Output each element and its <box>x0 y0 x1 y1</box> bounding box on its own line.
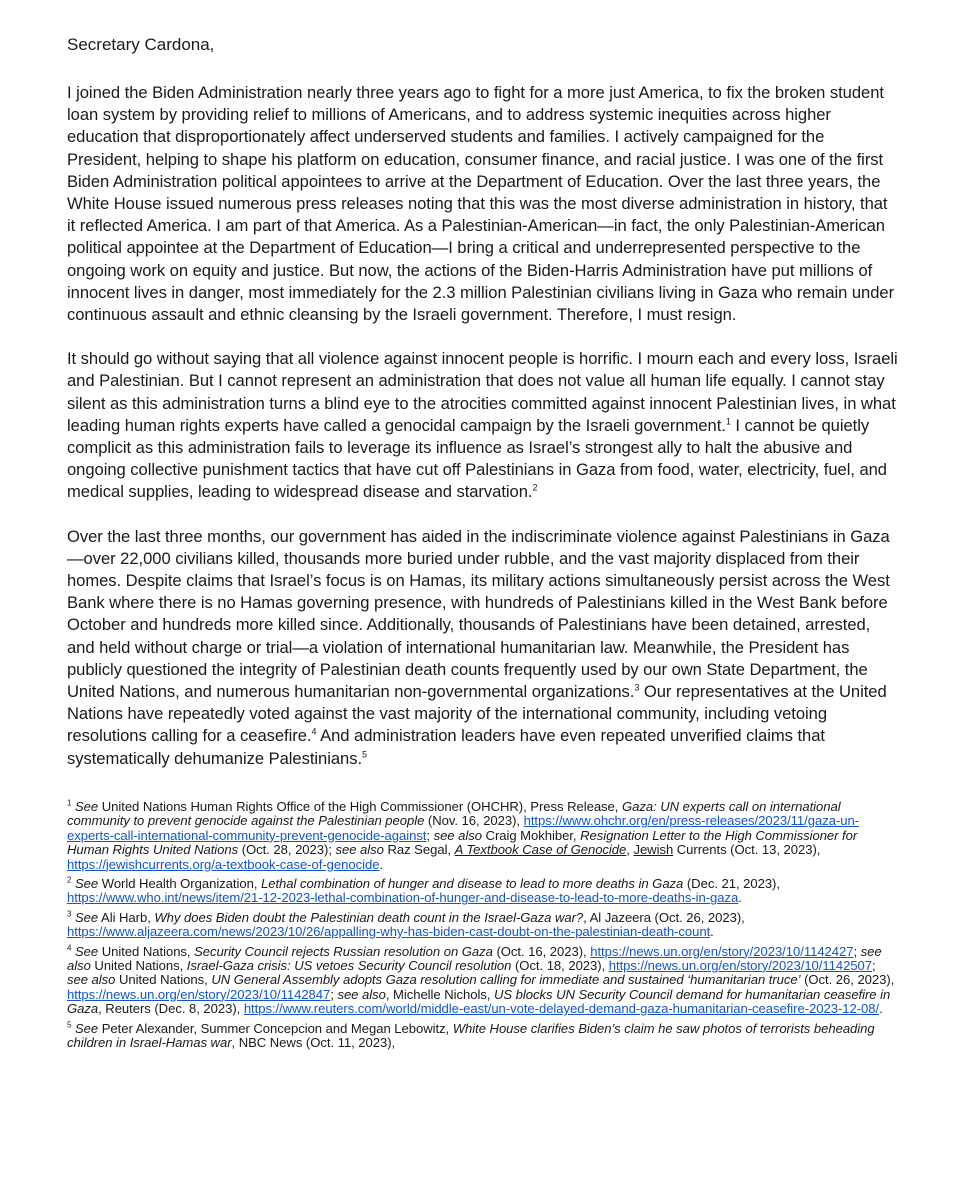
footnote-link[interactable]: https://www.aljazeera.com/news/2023/10/26/appalling-why-has-biden-cast-doubt-on-the-palestinian-death-count <box>67 924 711 940</box>
footnote-text: Jewish <box>633 842 674 858</box>
footnote-number: 1 <box>67 798 72 808</box>
footnote-2 <box>67 877 900 906</box>
salutation: Secretary Cardona, <box>67 35 215 54</box>
footnote-text: , <box>626 842 634 858</box>
footnote-text: Ali Harb, <box>98 909 155 925</box>
source-title: Gaza: UN experts call on international community to prevent genocide against the Palestinian people <box>67 798 841 829</box>
footnote-ref-4[interactable]: 4 <box>311 726 317 737</box>
footnote-text: (Oct. 16, 2023), <box>492 943 591 959</box>
footnote-ref-3[interactable]: 3 <box>634 682 640 693</box>
paragraph-3-text-b: Our representatives at the United Nations have repeatedly voted against the vast majority of the international community, including vetoing resolutions calling for a ceasefire. <box>67 682 887 746</box>
footnote-text: Craig Mokhiber, <box>481 827 581 843</box>
source-title: Israel-Gaza crisis: US vetoes Security Council resolution <box>186 957 512 973</box>
footnote-text: ; <box>330 986 338 1002</box>
signal-see-also: see also <box>337 986 386 1002</box>
signal-see-also: see also <box>67 972 116 988</box>
footnote-number: 3 <box>67 909 72 919</box>
paragraph-2 <box>67 348 900 503</box>
signal-see-also: see also <box>335 842 384 858</box>
source-title: Resignation Letter to the High Commissioner for Human Rights United Nations <box>67 827 858 858</box>
paragraph-3-text-c: And administration leaders have even repeated unverified claims that systematically dehumanize Palestinians. <box>67 726 825 768</box>
footnote-link[interactable]: https://www.ohchr.org/en/press-releases/2023/11/gaza-un-experts-call-international-community-prevent-genocide-against <box>67 813 860 843</box>
footnote-text: , NBC News (Oct. 11, 2023), <box>231 1034 396 1050</box>
paragraph-3 <box>67 526 900 770</box>
paragraph-2-text-b: I cannot be quietly complicit as this administration fails to leverage its influence as Israel’s strongest ally to halt the abusive and ongoing collective punishment tactics that have cut off Palestinians in Gaza from food, water, electricity, fuel, and medical supplies, leading to widespread disease and starvation. <box>67 415 887 502</box>
paragraph-1-text: I joined the Biden Administration nearly three years ago to fight for a more just America, to fix the broken student loan system by providing relief to millions of Americans, and to address systemic inequities across higher education that disproportionately affect underserved students and families. I actively campaigned for the President, helping to shape his platform on education, consumer finance, and racial justice. I was one of the first Biden Administration political appointees to arrive at the Department of Education. Over the last three years, the White House issued numerous press releases noting that this was the most diverse administration in history, that it reflected America. I am part of that America. As a Palestinian-American—in fact, the only Palestinian-American political appointee at the Department of Education—I bring a critical and underrepresented perspective to the ongoing work on equity and justice. But now, the actions of the Biden-Harris Administration have put millions of innocent lives in danger, most immediately for the 2.3 million Palestinian civilians living in Gaza who remain under continuous assault and ethnic cleansing by the Israeli government. Therefore, I must resign. <box>67 83 895 325</box>
footnote-1 <box>67 800 900 872</box>
footnote-text: . <box>710 924 714 940</box>
footnote-link[interactable]: https://jewishcurrents.org/a-textbook-case-of-genocide <box>67 856 380 872</box>
footnote-text: . <box>738 890 742 906</box>
footnote-text: . <box>879 1001 883 1017</box>
signal-see: See <box>75 909 99 925</box>
footnote-text: ; <box>426 827 434 843</box>
paragraph-3-text-a: Over the last three months, our government has aided in the indiscriminate violence against Palestinians in Gaza—over 22,000 civilians killed, thousands more buried under rubble, and the vast majority displaced from their homes. Despite claims that Israel’s focus is on Hamas, its military actions simultaneously persist across the West Bank where there is no Hamas governing presence, with hundreds of Palestinians killed in the West Bank before October and hundreds more killed since. Additionally, thousands of Palestinians have been detained, arrested, and held without charge or trial—a violation of international humanitarian law. Meanwhile, the President has publicly questioned the integrity of Palestinian death counts frequently used by our own State Department, the United Nations, and numerous humanitarian non-governmental organizations. <box>67 526 890 702</box>
source-title: A Textbook Case of Genocide <box>454 842 627 858</box>
footnote-text: (Oct. 26, 2023), <box>800 972 895 988</box>
paragraph-2-text-a: It should go without saying that all violence against innocent people is horrific. I mourn each and every loss, Israeli and Palestinian. But I cannot represent an administration that does not value all human life equally. I cannot stay silent as this administration turns a blind eye to the atrocities committed against innocent Palestinian lives, in what leading human rights experts have called a genocidal campaign by the Israeli government. <box>67 349 898 435</box>
signal-see: See <box>75 943 99 959</box>
paragraph-1 <box>67 82 900 326</box>
footnote-number: 2 <box>67 875 72 885</box>
footnote-text: , Reuters (Dec. 8, 2023), <box>98 1001 244 1017</box>
footnote-text: United Nations Human Rights Office of the High Commissioner (OHCHR), Press Release, <box>98 798 622 814</box>
footnote-text: United Nations, <box>115 972 212 988</box>
source-title: Lethal combination of hunger and disease to lead to more deaths in Gaza <box>261 875 684 891</box>
footnote-number: 4 <box>67 943 72 953</box>
source-title: UN General Assembly adopts Gaza resolution calling for immediate and sustained ‘humanitarian truce’ <box>211 972 801 988</box>
footnote-link[interactable]: https://www.reuters.com/world/middle-east/un-vote-delayed-demand-gaza-humanitarian-ceasefire-2023-12-08/ <box>243 1001 880 1017</box>
source-title: White House clarifies Biden’s claim he saw photos of terrorists beheading children in Israel-Hamas war <box>67 1020 875 1050</box>
footnote-text: (Oct. 18, 2023), <box>511 957 609 973</box>
source-title: Why does Biden doubt the Palestinian death count in the Israel-Gaza war? <box>154 909 584 925</box>
signal-see: See <box>75 875 99 891</box>
signal-see-also: see also <box>433 827 482 843</box>
footnote-text: United Nations, <box>90 957 187 973</box>
footnote-link[interactable]: https://news.un.org/en/story/2023/10/1142847 <box>67 986 331 1002</box>
footnote-text: ; <box>872 957 876 973</box>
footnote-3 <box>67 911 900 940</box>
footnote-ref-1[interactable]: 1 <box>725 416 731 427</box>
footnote-text: ; <box>853 943 861 959</box>
footnote-text: (Oct. 28, 2023); <box>238 842 336 858</box>
footnote-text: United Nations, <box>98 943 195 959</box>
footnote-link[interactable]: https://www.who.int/news/item/21-12-2023-lethal-combination-of-hunger-and-disease-to-lead-to-more-deaths-in-gaza <box>67 890 739 906</box>
footnote-text: Raz Segal, <box>383 842 455 858</box>
footnote-4 <box>67 945 900 1017</box>
footnote-5 <box>67 1022 900 1051</box>
footnote-link[interactable]: https://news.un.org/en/story/2023/10/1142427 <box>590 943 854 959</box>
footnote-link[interactable]: https://news.un.org/en/story/2023/10/1142507 <box>608 957 873 973</box>
source-title: US blocks UN Security Council demand for humanitarian ceasefire in Gaza <box>67 986 891 1017</box>
footnote-text: . <box>379 856 384 872</box>
footnotes <box>67 800 900 1051</box>
footnote-text: (Nov. 16, 2023), <box>424 813 524 829</box>
signal-see: See <box>75 798 99 814</box>
footnote-text: , Michelle Nichols, <box>385 986 494 1002</box>
footnote-text: World Health Organization, <box>98 875 261 891</box>
footnote-ref-2[interactable]: 2 <box>532 482 538 493</box>
footnote-text: Peter Alexander, Summer Concepcion and Megan Lebowitz, <box>98 1020 453 1036</box>
footnote-text: , Al Jazeera (Oct. 26, 2023), <box>583 909 745 925</box>
footnote-number: 5 <box>67 1020 72 1030</box>
signal-see: See <box>75 1020 99 1036</box>
footnote-text: (Dec. 21, 2023), <box>683 875 780 891</box>
signal-see-also: see also <box>67 943 882 973</box>
source-title: Security Council rejects Russian resolution on Gaza <box>194 943 493 959</box>
footnote-ref-5[interactable]: 5 <box>362 749 368 760</box>
footnote-text: Currents (Oct. 13, 2023), <box>673 842 821 858</box>
